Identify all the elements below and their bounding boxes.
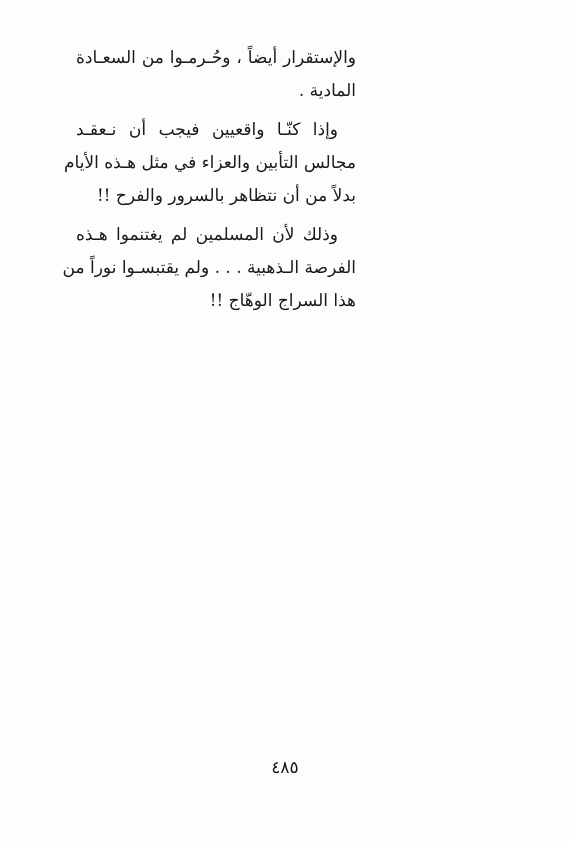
paragraph-3 (62, 219, 356, 318)
body-text (62, 42, 356, 324)
paragraph-line: بدلاً من أن نتظاهر بالسرور والفرح !! (96, 186, 356, 206)
paragraph-line: وإذا كنّـا واقعيين فيجب أن نـعقـد (76, 120, 338, 140)
paragraph-line: هذا السراج الوهّاج !! (209, 291, 356, 311)
paragraph-line: وذلك لأن المسلمين لم يغتنموا هـذه (76, 225, 338, 245)
paragraph-line: والإستقرار أيضاً ، وحُـرمـوا من السعـادة (76, 48, 356, 68)
page-number: ٤٨٥ (271, 758, 299, 778)
paragraph-line: المادية . (298, 81, 356, 101)
paragraph-1 (76, 42, 356, 108)
paragraph-line: الفرصة الـذهبية . . . ولم يقتبسـوا نوراً من (62, 258, 356, 278)
paragraph-2 (64, 114, 356, 213)
paragraph-line: مجالس التأبين والعزاء في مثل هـذه الأيام (64, 153, 356, 173)
